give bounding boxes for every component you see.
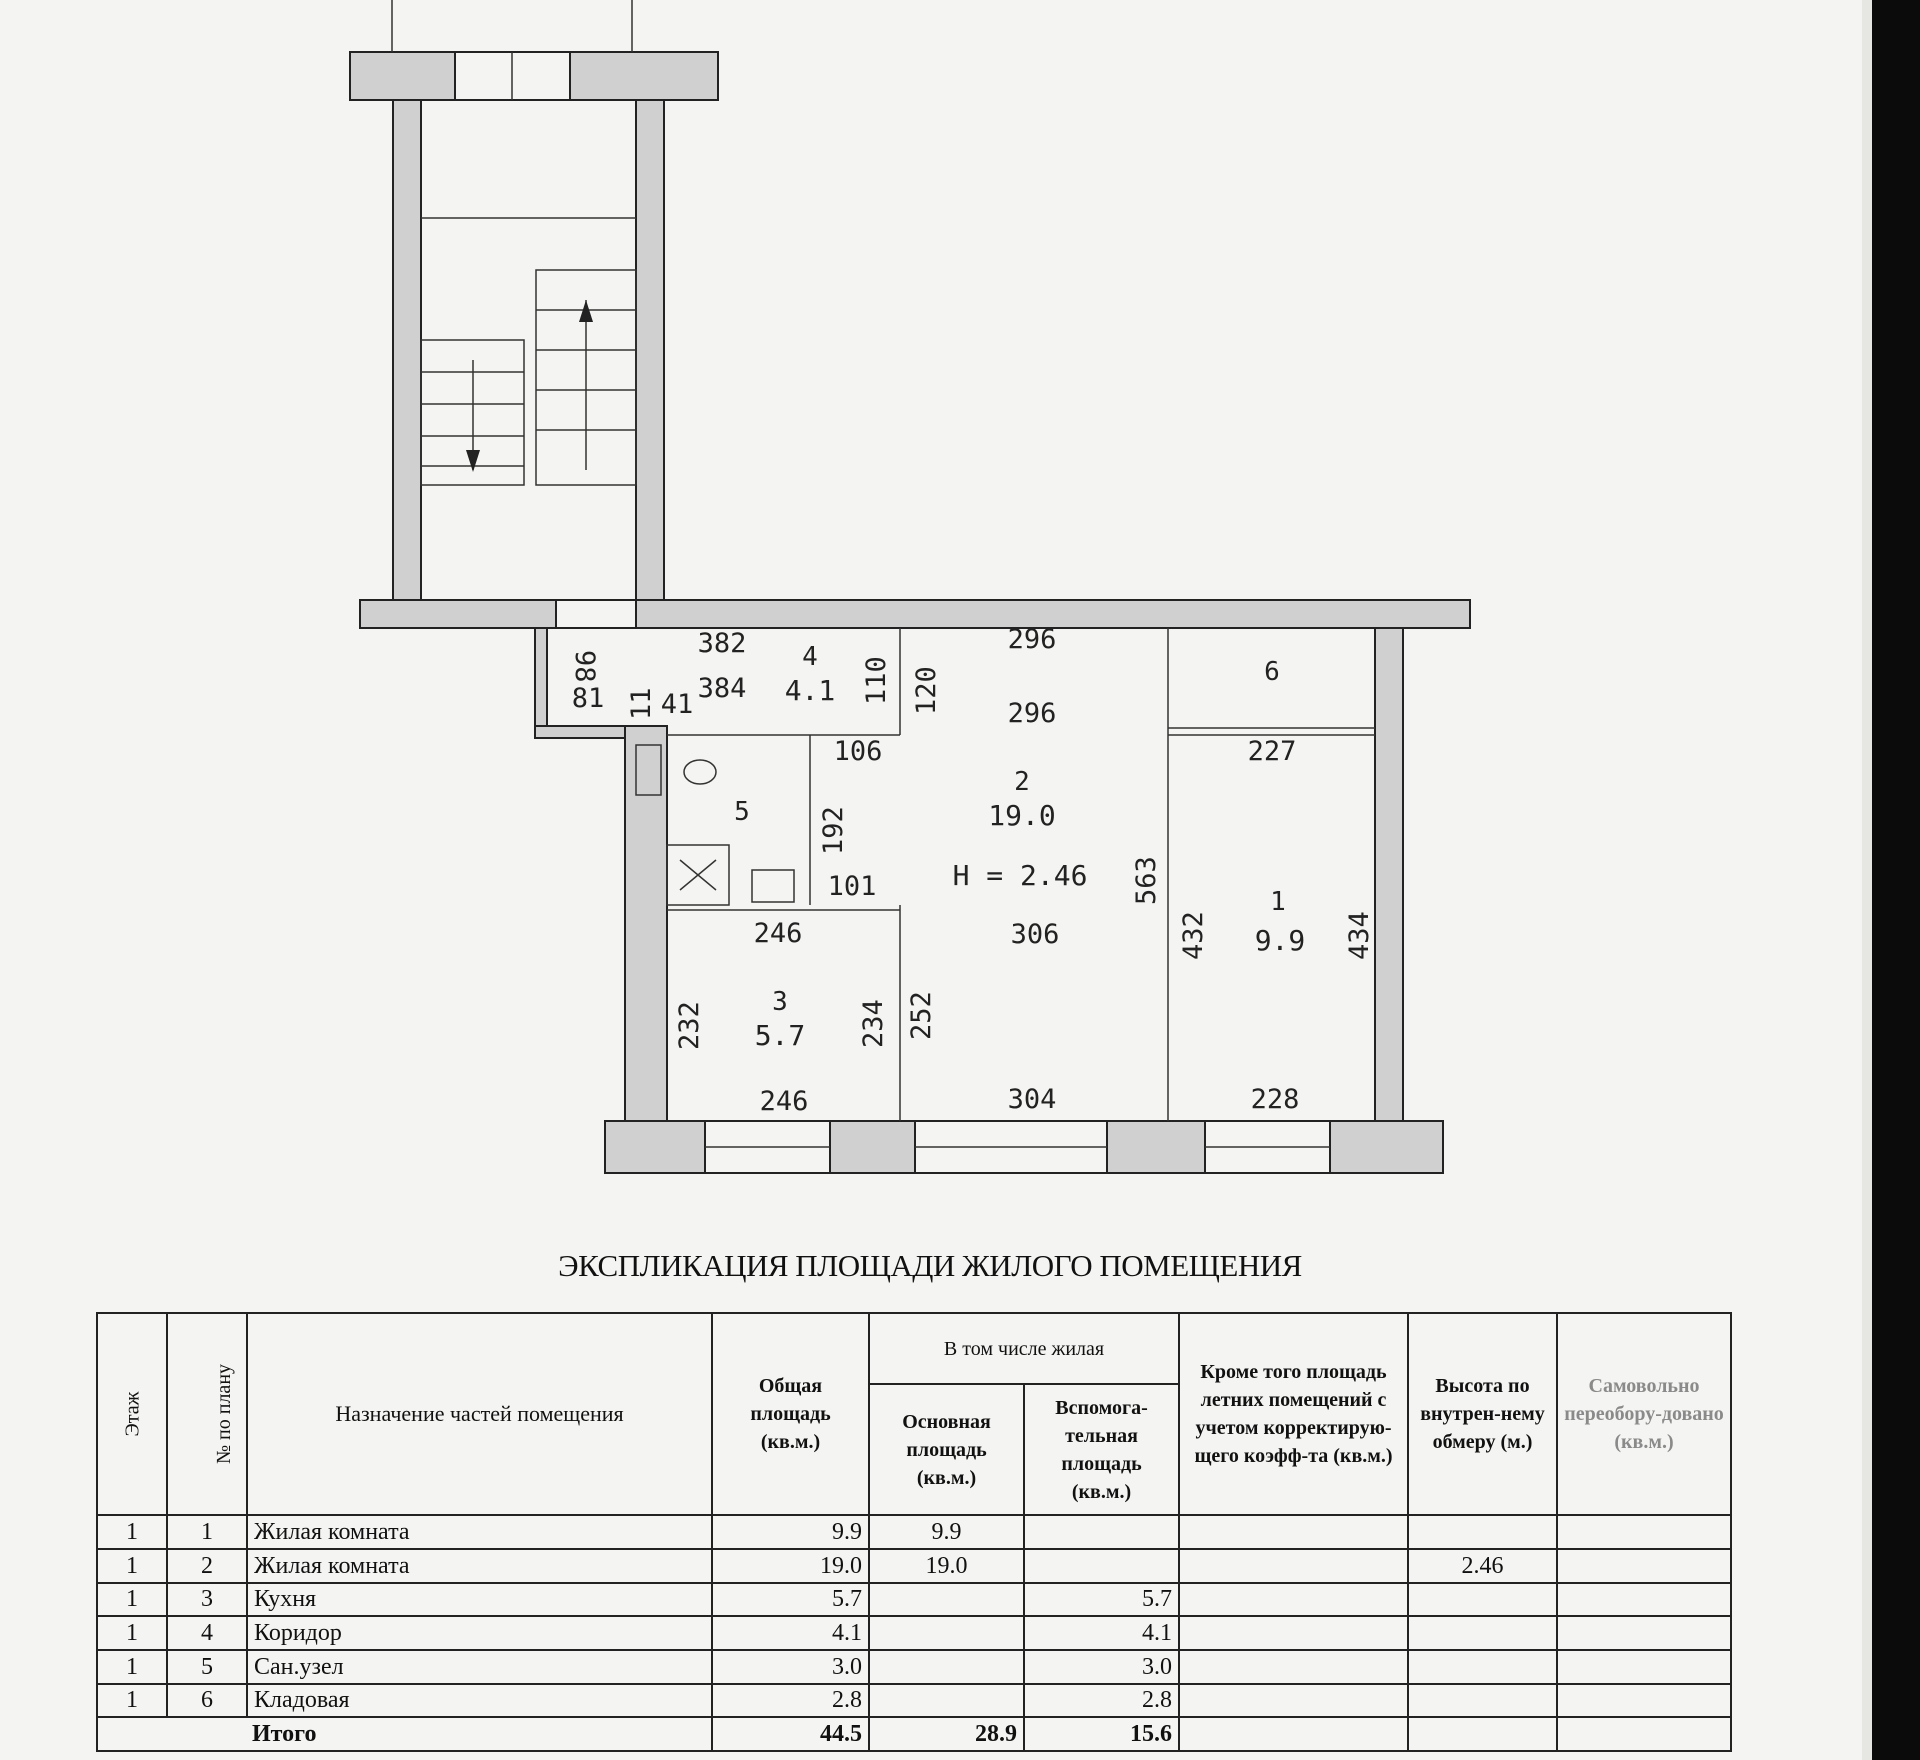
table-row [97,1650,1731,1684]
dim-label: 246 [753,918,803,949]
cell-main [869,1650,1024,1684]
stairwell-left-wall [393,100,421,600]
cell-aux: 2.8 [1024,1684,1179,1718]
dim-label: 296 [1007,624,1057,655]
cell-unauth [1557,1549,1731,1583]
dim-label: 246 [759,1086,809,1117]
table-row [97,1583,1731,1617]
dim-label: 434 [1344,911,1375,960]
room-1-area: 9.9 [1254,924,1306,957]
cell-summer [1179,1515,1408,1549]
cell-floor: 1 [97,1650,167,1684]
cell-total: 9.9 [712,1515,869,1549]
table-row [97,1616,1731,1650]
header-floor: Этаж [97,1313,167,1515]
dim-label: 81 [571,683,605,714]
total-label: Итого [97,1717,712,1751]
cell-total: 2.8 [712,1684,869,1718]
dim-label: 120 [911,666,942,715]
room-2-area: 19.0 [988,799,1056,832]
cell-main [869,1616,1024,1650]
room-5-number: 5 [734,797,750,827]
total-area: 44.5 [712,1717,869,1751]
dim-label: 382 [697,628,747,659]
cell-floor: 1 [97,1549,167,1583]
cell-floor: 1 [97,1583,167,1617]
cell-name: Сан.узел [247,1650,712,1684]
dim-label: 432 [1178,911,1209,960]
cell-total: 3.0 [712,1650,869,1684]
cell-summer [1179,1650,1408,1684]
dim-label: 234 [858,999,889,1048]
cell-total: 19.0 [712,1549,869,1583]
dim-label: 296 [1007,698,1057,729]
cell-unauth [1557,1684,1731,1718]
dim-label: 192 [818,806,849,855]
room-1-number: 1 [1270,887,1286,917]
dim-label: 384 [697,673,747,704]
header-incl-living: В том числе жилая [869,1313,1179,1384]
cell-no: 6 [167,1684,247,1718]
cell-unauth [1557,1583,1731,1617]
cell-name: Жилая комната [247,1515,712,1549]
room-4-number: 4 [802,642,818,672]
cell-unauth [1557,1616,1731,1650]
header-total-area: Общая площадь (кв.м.) [712,1313,869,1515]
cell-no: 2 [167,1549,247,1583]
dim-label: 11 [626,687,657,720]
cell-summer [1179,1717,1408,1751]
cell-name: Кухня [247,1583,712,1617]
total-aux: 15.6 [1024,1717,1179,1751]
cell-unauth [1557,1717,1731,1751]
cell-floor: 1 [97,1684,167,1718]
header-summer-area: Кроме того площадь летних помещений с учетом корректирую-щего коэфф-та (кв.м.) [1179,1313,1408,1515]
dim-label: 228 [1250,1084,1300,1115]
stairwell-right-wall [636,100,664,600]
cell-main: 9.9 [869,1515,1024,1549]
cell-height [1408,1684,1557,1718]
cell-aux: 3.0 [1024,1650,1179,1684]
cell-height [1408,1650,1557,1684]
cell-aux: 5.7 [1024,1583,1179,1617]
cell-aux: 4.1 [1024,1616,1179,1650]
dim-label: 232 [674,1001,705,1050]
cell-aux [1024,1515,1179,1549]
table-row [97,1684,1731,1718]
total-row [97,1717,1731,1751]
cell-no: 3 [167,1583,247,1617]
dim-label: 252 [906,991,937,1040]
explication-table [96,1312,1732,1752]
cell-total: 4.1 [712,1616,869,1650]
room-3-number: 3 [772,987,788,1017]
dim-label: 306 [1010,919,1060,950]
top-wall [360,600,1470,628]
cell-height [1408,1515,1557,1549]
cell-no: 1 [167,1515,247,1549]
cell-name: Жилая комната [247,1549,712,1583]
dim-label: 110 [861,656,892,705]
cell-height: 2.46 [1408,1549,1557,1583]
cell-summer [1179,1549,1408,1583]
cell-main [869,1684,1024,1718]
cell-no: 5 [167,1650,247,1684]
header-height: Высота по внутрен-нему обмеру (м.) [1408,1313,1557,1515]
explication-title: ЭКСПЛИКАЦИЯ ПЛОЩАДИ ЖИЛОГО ПОМЕЩЕНИЯ [558,1248,1302,1283]
cell-aux [1024,1549,1179,1583]
dim-label: 98 [569,650,600,683]
dim-label: 563 [1131,856,1162,905]
stairwell [350,0,718,600]
dim-label: 304 [1007,1084,1057,1115]
room-6-number: 6 [1264,657,1280,687]
cell-name: Коридор [247,1616,712,1650]
table-row [97,1515,1731,1549]
cell-name: Кладовая [247,1684,712,1718]
dim-label: 227 [1247,736,1297,767]
cell-main [869,1583,1024,1617]
cell-main: 19.0 [869,1549,1024,1583]
explication-table-wrap [96,1312,1730,1752]
entrance-door [556,600,636,628]
cell-total: 5.7 [712,1583,869,1617]
total-main: 28.9 [869,1717,1024,1751]
room-3-area: 5.7 [754,1019,806,1052]
cell-unauth [1557,1515,1731,1549]
cell-height [1408,1616,1557,1650]
header-main-area: Основная площадь (кв.м.) [869,1384,1024,1515]
cell-floor: 1 [97,1616,167,1650]
cell-height [1408,1583,1557,1617]
right-wall [1375,628,1403,1121]
scan-edge-strip [1862,0,1872,1760]
table-row [97,1549,1731,1583]
cell-height [1408,1717,1557,1751]
cell-floor: 1 [97,1515,167,1549]
cell-no: 4 [167,1616,247,1650]
header-plan-no: № по плану [167,1313,247,1515]
ceiling-height: H = 2.46 [952,859,1088,892]
cell-unauth [1557,1650,1731,1684]
header-aux-area: Вспомога-тельная площадь (кв.м.) [1024,1384,1179,1515]
scan-black-border [1872,0,1920,1760]
dim-label: 101 [827,871,877,902]
header-purpose: Назначение частей помещения [247,1313,712,1515]
cell-summer [1179,1583,1408,1617]
cell-summer [1179,1684,1408,1718]
cell-summer [1179,1616,1408,1650]
room-4-area: 4.1 [784,674,836,707]
header-unauthorized: Самовольно переобору-довано (кв.м.) [1557,1313,1731,1515]
room-2-number: 2 [1014,767,1030,797]
dim-label: 106 [833,736,883,767]
dim-label: 41 [660,689,694,720]
